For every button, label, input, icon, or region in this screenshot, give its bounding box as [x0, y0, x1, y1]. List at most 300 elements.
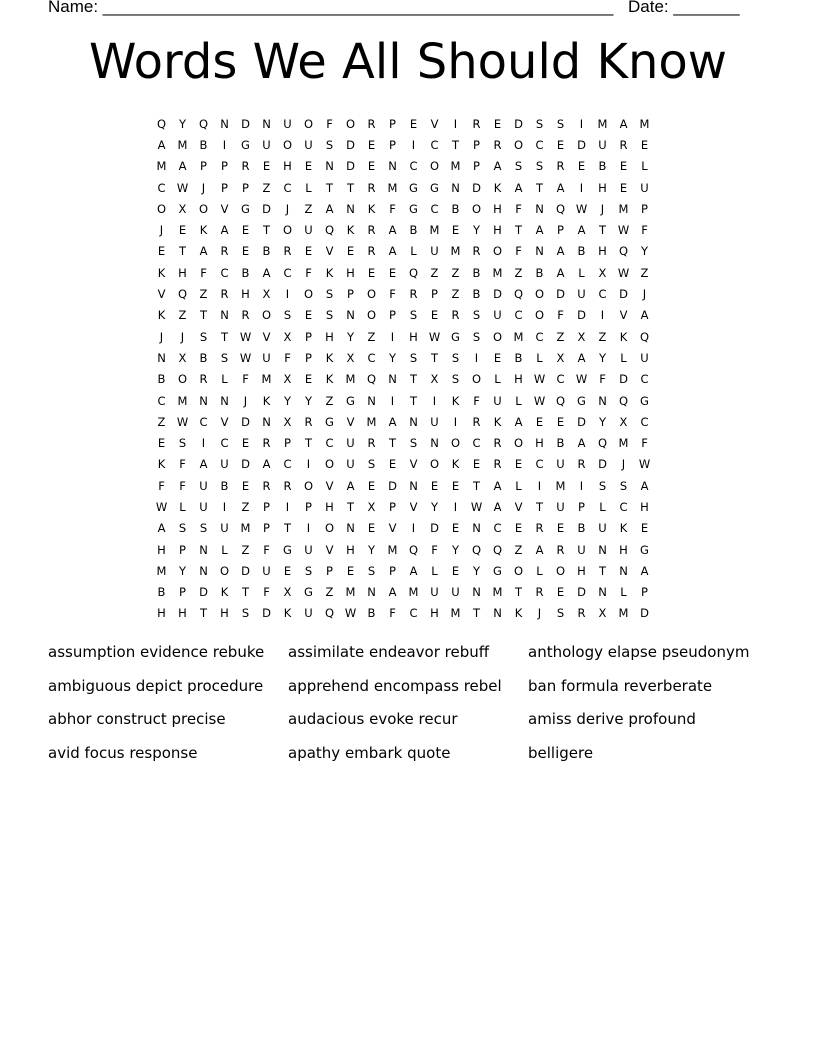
grid-letter: F — [263, 585, 270, 600]
grid-letter: P — [389, 116, 396, 131]
grid-letter: R — [199, 372, 208, 387]
grid-letter: R — [451, 308, 460, 323]
grid-letter: X — [283, 329, 292, 344]
grid-letter: D — [241, 414, 250, 429]
grid-row — [151, 432, 655, 453]
grid-letter: W — [155, 499, 168, 514]
grid-letter: R — [367, 244, 376, 259]
grid-letter: A — [535, 223, 544, 238]
grid-letter: E — [640, 137, 649, 152]
grid-letter: F — [242, 372, 249, 387]
grid-letter: E — [556, 414, 565, 429]
grid-letter: P — [179, 542, 186, 557]
word-bank-entry: ambiguous depict procedure — [48, 676, 264, 695]
grid-letter: N — [346, 201, 355, 216]
grid-letter: A — [493, 159, 502, 174]
grid-letter: V — [262, 329, 271, 344]
grid-letter: T — [346, 499, 355, 514]
grid-letter: E — [451, 223, 460, 238]
grid-letter: R — [493, 436, 502, 451]
grid-letter: Z — [640, 265, 649, 280]
grid-letter: T — [241, 585, 250, 600]
grid-letter: T — [283, 521, 292, 536]
grid-letter: L — [305, 180, 312, 195]
grid-letter: J — [537, 606, 542, 621]
grid-letter: X — [283, 372, 292, 387]
grid-letter: F — [599, 372, 606, 387]
grid-letter: X — [178, 350, 187, 365]
grid-letter: C — [157, 393, 166, 408]
grid-letter: S — [199, 329, 208, 344]
grid-letter: H — [598, 180, 607, 195]
grid-letter: E — [493, 350, 502, 365]
grid-letter: G — [241, 201, 250, 216]
grid-letter: E — [556, 521, 565, 536]
grid-letter: O — [345, 116, 356, 131]
word-bank-entry: audacious evoke recur — [288, 710, 458, 729]
grid-letter: C — [535, 457, 544, 472]
grid-letter: P — [347, 287, 354, 302]
grid-letter: P — [305, 499, 312, 514]
grid-letter: K — [262, 393, 271, 408]
grid-letter: I — [579, 478, 584, 493]
grid-row — [151, 411, 655, 432]
grid-letter: T — [220, 329, 229, 344]
grid-letter: U — [430, 414, 439, 429]
grid-letter: A — [577, 223, 586, 238]
grid-letter: D — [514, 116, 523, 131]
grid-letter: D — [241, 563, 250, 578]
grid-letter: Z — [241, 499, 250, 514]
grid-letter: N — [199, 542, 208, 557]
grid-letter: P — [263, 499, 270, 514]
grid-letter: Z — [304, 201, 313, 216]
grid-letter: F — [179, 478, 186, 493]
grid-letter: I — [474, 350, 479, 365]
grid-letter: R — [472, 244, 481, 259]
grid-letter: E — [157, 244, 166, 259]
grid-letter: B — [472, 265, 481, 280]
grid-letter: E — [577, 159, 586, 174]
grid-letter: S — [304, 563, 313, 578]
word-bank-row — [48, 708, 788, 742]
grid-row — [151, 326, 655, 347]
grid-letter: K — [451, 393, 460, 408]
grid-letter: O — [534, 308, 545, 323]
grid-letter: P — [641, 201, 648, 216]
word-bank-row — [48, 675, 788, 709]
grid-letter: A — [262, 457, 271, 472]
grid-row — [151, 156, 655, 177]
grid-letter: W — [176, 414, 189, 429]
grid-letter: A — [325, 201, 334, 216]
grid-letter: I — [306, 521, 311, 536]
grid-letter: X — [178, 201, 187, 216]
grid-letter: X — [619, 414, 628, 429]
grid-letter: X — [556, 350, 565, 365]
word-bank-row — [48, 742, 788, 776]
grid-letter: E — [388, 265, 397, 280]
grid-letter: T — [199, 606, 208, 621]
grid-letter: K — [493, 180, 502, 195]
grid-letter: J — [159, 329, 164, 344]
grid-letter: Q — [324, 606, 335, 621]
grid-letter: B — [472, 287, 481, 302]
grid-letter: X — [283, 414, 292, 429]
grid-letter: L — [494, 372, 501, 387]
grid-letter: H — [493, 201, 502, 216]
grid-letter: R — [619, 137, 628, 152]
grid-letter: V — [388, 521, 397, 536]
grid-letter: S — [535, 159, 544, 174]
grid-letter: E — [556, 585, 565, 600]
grid-letter: M — [450, 159, 461, 174]
word-bank-entry: anthology elapse pseudonym — [528, 643, 750, 661]
grid-letter: G — [451, 329, 460, 344]
grid-letter: S — [598, 478, 607, 493]
grid-letter: D — [493, 287, 502, 302]
grid-row — [151, 262, 655, 283]
grid-letter: S — [220, 350, 229, 365]
grid-letter: D — [472, 180, 481, 195]
grid-letter: E — [451, 521, 460, 536]
grid-row — [151, 198, 655, 219]
grid-letter: P — [578, 499, 585, 514]
grid-letter: F — [179, 457, 186, 472]
grid-letter: A — [535, 542, 544, 557]
grid-letter: H — [535, 436, 544, 451]
grid-letter: K — [220, 585, 229, 600]
grid-letter: U — [430, 244, 439, 259]
grid-letter: Q — [555, 393, 566, 408]
grid-letter: N — [220, 308, 229, 323]
grid-letter: U — [262, 350, 271, 365]
grid-row — [151, 369, 655, 390]
grid-letter: A — [640, 563, 649, 578]
grid-letter: E — [304, 159, 313, 174]
grid-row — [151, 177, 655, 198]
grid-letter: S — [178, 521, 187, 536]
grid-letter: F — [284, 350, 291, 365]
grid-letter: R — [577, 457, 586, 472]
grid-letter: S — [367, 563, 376, 578]
grid-row — [151, 475, 655, 496]
grid-letter: W — [575, 201, 588, 216]
grid-letter: X — [346, 350, 355, 365]
grid-letter: P — [305, 329, 312, 344]
grid-letter: U — [220, 521, 229, 536]
grid-letter: C — [220, 436, 229, 451]
grid-letter: B — [556, 436, 565, 451]
grid-letter: X — [430, 372, 439, 387]
grid-letter: G — [346, 393, 355, 408]
grid-letter: V — [514, 499, 523, 514]
grid-letter: W — [239, 329, 252, 344]
grid-letter: G — [640, 393, 649, 408]
grid-letter: U — [304, 606, 313, 621]
grid-letter: A — [577, 350, 586, 365]
word-bank-entry: apprehend encompass rebel — [288, 676, 502, 695]
grid-letter: Q — [408, 265, 419, 280]
grid-letter: I — [579, 116, 584, 131]
word-bank-entry: apathy embark quote — [288, 744, 451, 763]
grid-letter: S — [556, 606, 565, 621]
word-bank-row — [48, 641, 788, 675]
grid-letter: M — [492, 265, 503, 280]
grid-letter: K — [619, 521, 628, 536]
grid-letter: O — [303, 287, 314, 302]
grid-letter: C — [640, 414, 649, 429]
grid-letter: R — [409, 287, 418, 302]
grid-letter: A — [346, 478, 355, 493]
grid-letter: B — [220, 478, 229, 493]
grid-letter: Z — [451, 265, 460, 280]
grid-letter: H — [325, 499, 334, 514]
grid-row — [151, 539, 655, 560]
grid-letter: V — [619, 308, 628, 323]
grid-letter: M — [450, 606, 461, 621]
grid-letter: A — [199, 457, 208, 472]
grid-letter: N — [388, 372, 397, 387]
grid-letter: M — [156, 159, 167, 174]
grid-letter: L — [179, 499, 186, 514]
grid-letter: Z — [325, 585, 334, 600]
grid-letter: H — [598, 244, 607, 259]
grid-letter: M — [156, 563, 167, 578]
grid-letter: E — [283, 563, 292, 578]
grid-letter: A — [640, 308, 649, 323]
grid-letter: R — [283, 244, 292, 259]
grid-letter: Z — [514, 542, 523, 557]
grid-letter: J — [159, 223, 164, 238]
grid-letter: B — [451, 201, 460, 216]
grid-letter: F — [389, 287, 396, 302]
grid-letter: C — [493, 521, 502, 536]
grid-letter: P — [389, 137, 396, 152]
grid-letter: N — [262, 414, 271, 429]
grid-letter: C — [556, 372, 565, 387]
grid-letter: R — [367, 180, 376, 195]
grid-letter: Y — [430, 499, 439, 514]
grid-letter: J — [243, 393, 248, 408]
grid-letter: V — [409, 499, 418, 514]
grid-letter: H — [409, 329, 418, 344]
grid-letter: H — [157, 542, 166, 557]
grid-letter: R — [367, 223, 376, 238]
grid-letter: P — [641, 585, 648, 600]
grid-letter: G — [409, 201, 418, 216]
grid-letter: I — [600, 308, 605, 323]
grid-letter: A — [409, 563, 418, 578]
grid-row — [151, 347, 655, 368]
grid-letter: E — [304, 372, 313, 387]
grid-letter: F — [473, 393, 480, 408]
grid-row — [151, 283, 655, 304]
grid-letter: E — [241, 478, 250, 493]
grid-letter: C — [514, 308, 523, 323]
grid-letter: Z — [262, 180, 271, 195]
grid-letter: Q — [471, 542, 482, 557]
grid-letter: M — [618, 201, 629, 216]
grid-letter: H — [178, 265, 187, 280]
grid-letter: Q — [513, 287, 524, 302]
grid-letter: L — [515, 478, 522, 493]
grid-letter: C — [367, 350, 376, 365]
grid-letter: S — [472, 329, 481, 344]
grid-row — [151, 113, 655, 134]
grid-letter: G — [577, 393, 586, 408]
grid-letter: C — [325, 436, 334, 451]
grid-letter: S — [451, 350, 460, 365]
grid-letter: E — [535, 414, 544, 429]
grid-letter: K — [157, 457, 166, 472]
grid-letter: U — [346, 457, 355, 472]
grid-letter: I — [285, 499, 290, 514]
grid-letter: A — [178, 159, 187, 174]
grid-letter: O — [177, 372, 188, 387]
grid-letter: V — [409, 457, 418, 472]
grid-letter: Y — [388, 350, 397, 365]
grid-letter: P — [179, 585, 186, 600]
grid-letter: A — [640, 478, 649, 493]
grid-letter: S — [514, 159, 523, 174]
grid-row — [151, 241, 655, 262]
grid-letter: I — [222, 137, 227, 152]
grid-letter: S — [325, 287, 334, 302]
grid-letter: O — [471, 372, 482, 387]
grid-letter: Y — [346, 329, 355, 344]
grid-letter: D — [346, 137, 355, 152]
grid-row — [151, 219, 655, 240]
grid-letter: K — [451, 457, 460, 472]
grid-letter: K — [346, 223, 355, 238]
grid-letter: X — [598, 606, 607, 621]
grid-letter: U — [304, 223, 313, 238]
grid-letter: W — [638, 457, 651, 472]
grid-letter: P — [389, 308, 396, 323]
grid-letter: H — [157, 606, 166, 621]
grid-letter: W — [344, 606, 357, 621]
grid-letter: Y — [178, 116, 187, 131]
grid-letter: P — [389, 563, 396, 578]
grid-letter: K — [325, 265, 334, 280]
grid-letter: I — [411, 521, 416, 536]
grid-letter: A — [493, 499, 502, 514]
grid-letter: K — [493, 414, 502, 429]
grid-letter: Q — [198, 116, 209, 131]
grid-letter: M — [387, 180, 398, 195]
grid-letter: I — [201, 436, 206, 451]
grid-letter: U — [640, 180, 649, 195]
grid-letter: U — [493, 308, 502, 323]
grid-letter: M — [408, 585, 419, 600]
grid-letter: Y — [598, 350, 607, 365]
grid-letter: O — [513, 563, 524, 578]
grid-letter: V — [157, 287, 166, 302]
grid-letter: P — [473, 137, 480, 152]
grid-letter: M — [261, 372, 272, 387]
grid-letter: O — [513, 436, 524, 451]
grid-letter: N — [409, 478, 418, 493]
grid-letter: E — [178, 223, 187, 238]
grid-letter: T — [451, 137, 460, 152]
grid-letter: L — [431, 563, 438, 578]
grid-letter: O — [366, 308, 377, 323]
grid-letter: R — [283, 478, 292, 493]
grid-letter: H — [514, 372, 523, 387]
grid-letter: S — [409, 436, 418, 451]
grid-letter: H — [430, 606, 439, 621]
grid-letter: Q — [156, 116, 167, 131]
grid-letter: O — [492, 244, 503, 259]
grid-letter: D — [577, 414, 586, 429]
grid-letter: B — [199, 350, 208, 365]
grid-letter: G — [409, 180, 418, 195]
grid-letter: Y — [367, 542, 376, 557]
grid-letter: M — [240, 521, 251, 536]
grid-letter: C — [283, 180, 292, 195]
grid-row — [151, 560, 655, 581]
grid-letter: A — [493, 478, 502, 493]
grid-letter: Q — [618, 393, 629, 408]
grid-letter: Z — [325, 393, 334, 408]
grid-letter: J — [180, 329, 185, 344]
grid-letter: C — [472, 436, 481, 451]
grid-letter: V — [220, 201, 229, 216]
grid-letter: D — [388, 478, 397, 493]
grid-letter: E — [451, 563, 460, 578]
grid-letter: A — [157, 521, 166, 536]
grid-letter: P — [305, 350, 312, 365]
grid-letter: M — [345, 372, 356, 387]
grid-letter: L — [221, 542, 228, 557]
grid-letter: G — [493, 563, 502, 578]
grid-letter: M — [450, 244, 461, 259]
grid-letter: R — [367, 116, 376, 131]
grid-letter: N — [346, 308, 355, 323]
grid-letter: D — [241, 116, 250, 131]
grid-letter: W — [575, 372, 588, 387]
grid-letter: C — [157, 180, 166, 195]
grid-letter: C — [619, 499, 628, 514]
grid-letter: D — [619, 287, 628, 302]
grid-letter: S — [367, 457, 376, 472]
grid-letter: F — [515, 244, 522, 259]
grid-letter: Z — [556, 329, 565, 344]
grid-letter: O — [282, 223, 293, 238]
grid-letter: B — [262, 244, 271, 259]
grid-letter: X — [367, 499, 376, 514]
grid-letter: Q — [618, 244, 629, 259]
grid-letter: K — [514, 606, 523, 621]
grid-row — [151, 603, 655, 624]
grid-letter: J — [285, 201, 290, 216]
grid-letter: E — [619, 159, 628, 174]
grid-letter: N — [430, 436, 439, 451]
grid-letter: W — [617, 265, 630, 280]
grid-letter: D — [577, 308, 586, 323]
grid-letter: C — [598, 287, 607, 302]
grid-letter: W — [428, 329, 441, 344]
grid-letter: W — [617, 223, 630, 238]
grid-letter: D — [619, 372, 628, 387]
grid-letter: M — [366, 414, 377, 429]
grid-letter: T — [430, 350, 439, 365]
grid-letter: S — [535, 116, 544, 131]
grid-letter: W — [533, 393, 546, 408]
grid-letter: E — [388, 457, 397, 472]
grid-row — [151, 518, 655, 539]
